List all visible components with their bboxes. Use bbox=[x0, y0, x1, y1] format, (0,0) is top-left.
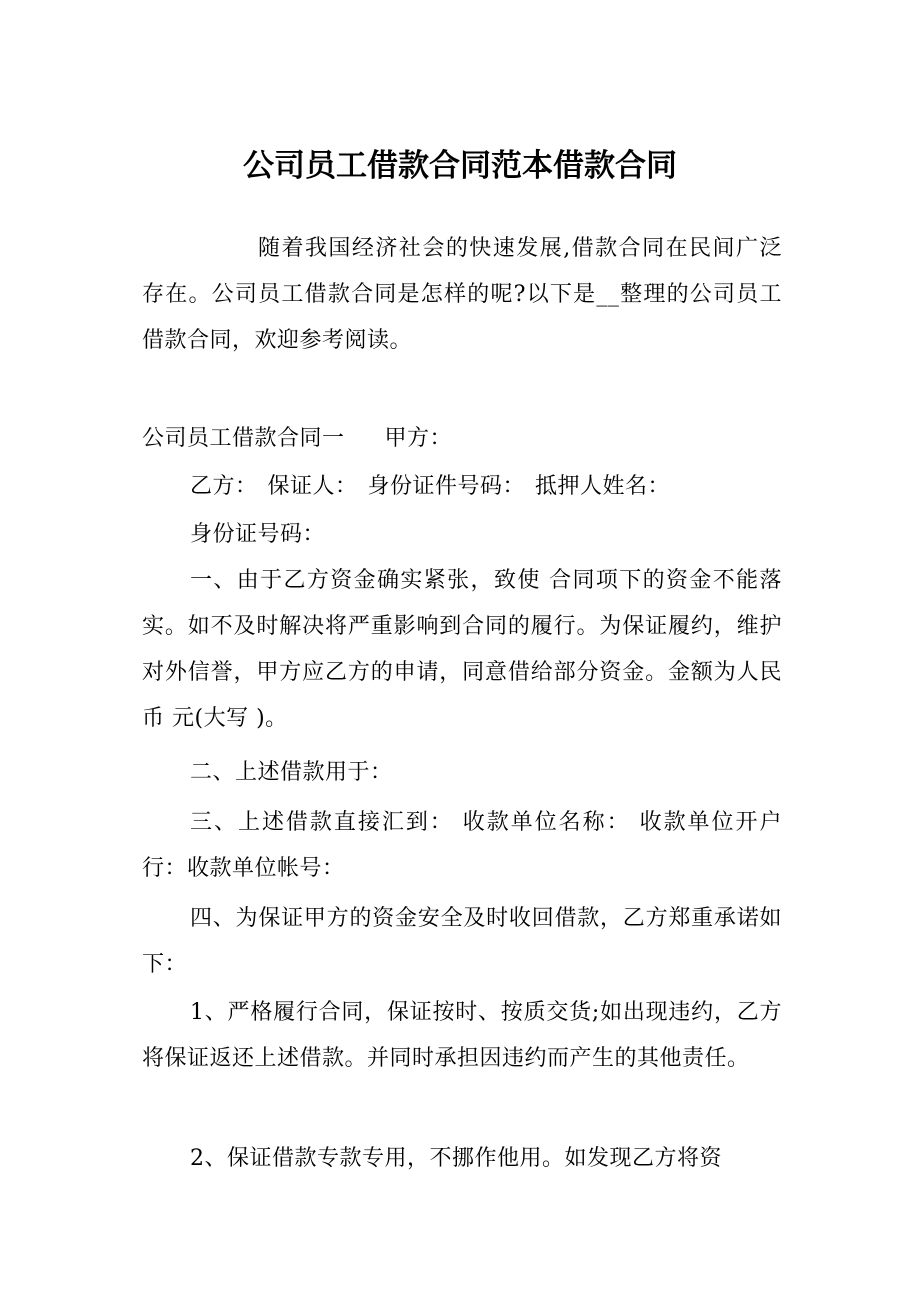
contract-heading: 公司员工借款合同一 bbox=[142, 426, 345, 451]
clause-4-item-1: 1、严格履行合同，保证按时、按质交货;如出现违约，乙方将保证返还上述借款。并同时承担因违约而产生的其他责任。 bbox=[142, 1000, 782, 1071]
document-title: 公司员工借款合同范本借款合同 bbox=[243, 148, 677, 184]
clause-2: 二、上述借款用于： bbox=[190, 760, 393, 785]
mortgagor-label: 抵押人姓名： bbox=[535, 474, 671, 499]
clause-4-item-2: 2、保证借款专款专用，不挪作他用。如发现乙方将资 bbox=[190, 1146, 722, 1171]
intro-paragraph: 随着我国经济社会的快速发展,借款合同在民间广泛存在。公司员工借款合同是怎样的呢?以下是__整理的公司员工借款合同，欢迎参考阅读。 bbox=[142, 236, 782, 353]
id-card-number-label: 身份证号码： bbox=[190, 522, 326, 547]
party-b-label: 乙方： bbox=[190, 474, 258, 499]
guarantor-label: 保证人： bbox=[267, 474, 358, 499]
id-number-label: 身份证件号码： bbox=[367, 474, 526, 499]
contract-heading-line bbox=[142, 416, 782, 462]
clause-1: 一、由于乙方资金确实紧张，致使 合同项下的资金不能落实。如不及时解决将严重影响到合同的履行。为保证履约，维护对外信誉，甲方应乙方的申请，同意借给部分资金。金额为人民币 元(大写 )。 bbox=[142, 568, 782, 731]
clause-4: 四、为保证甲方的资金安全及时收回借款，乙方郑重承诺如下： bbox=[142, 906, 782, 977]
clause-3: 三、上述借款直接汇到： 收款单位名称： 收款单位开户行：收款单位帐号： bbox=[142, 810, 782, 881]
party-a-label: 甲方： bbox=[384, 426, 453, 451]
parties-line bbox=[142, 464, 782, 510]
